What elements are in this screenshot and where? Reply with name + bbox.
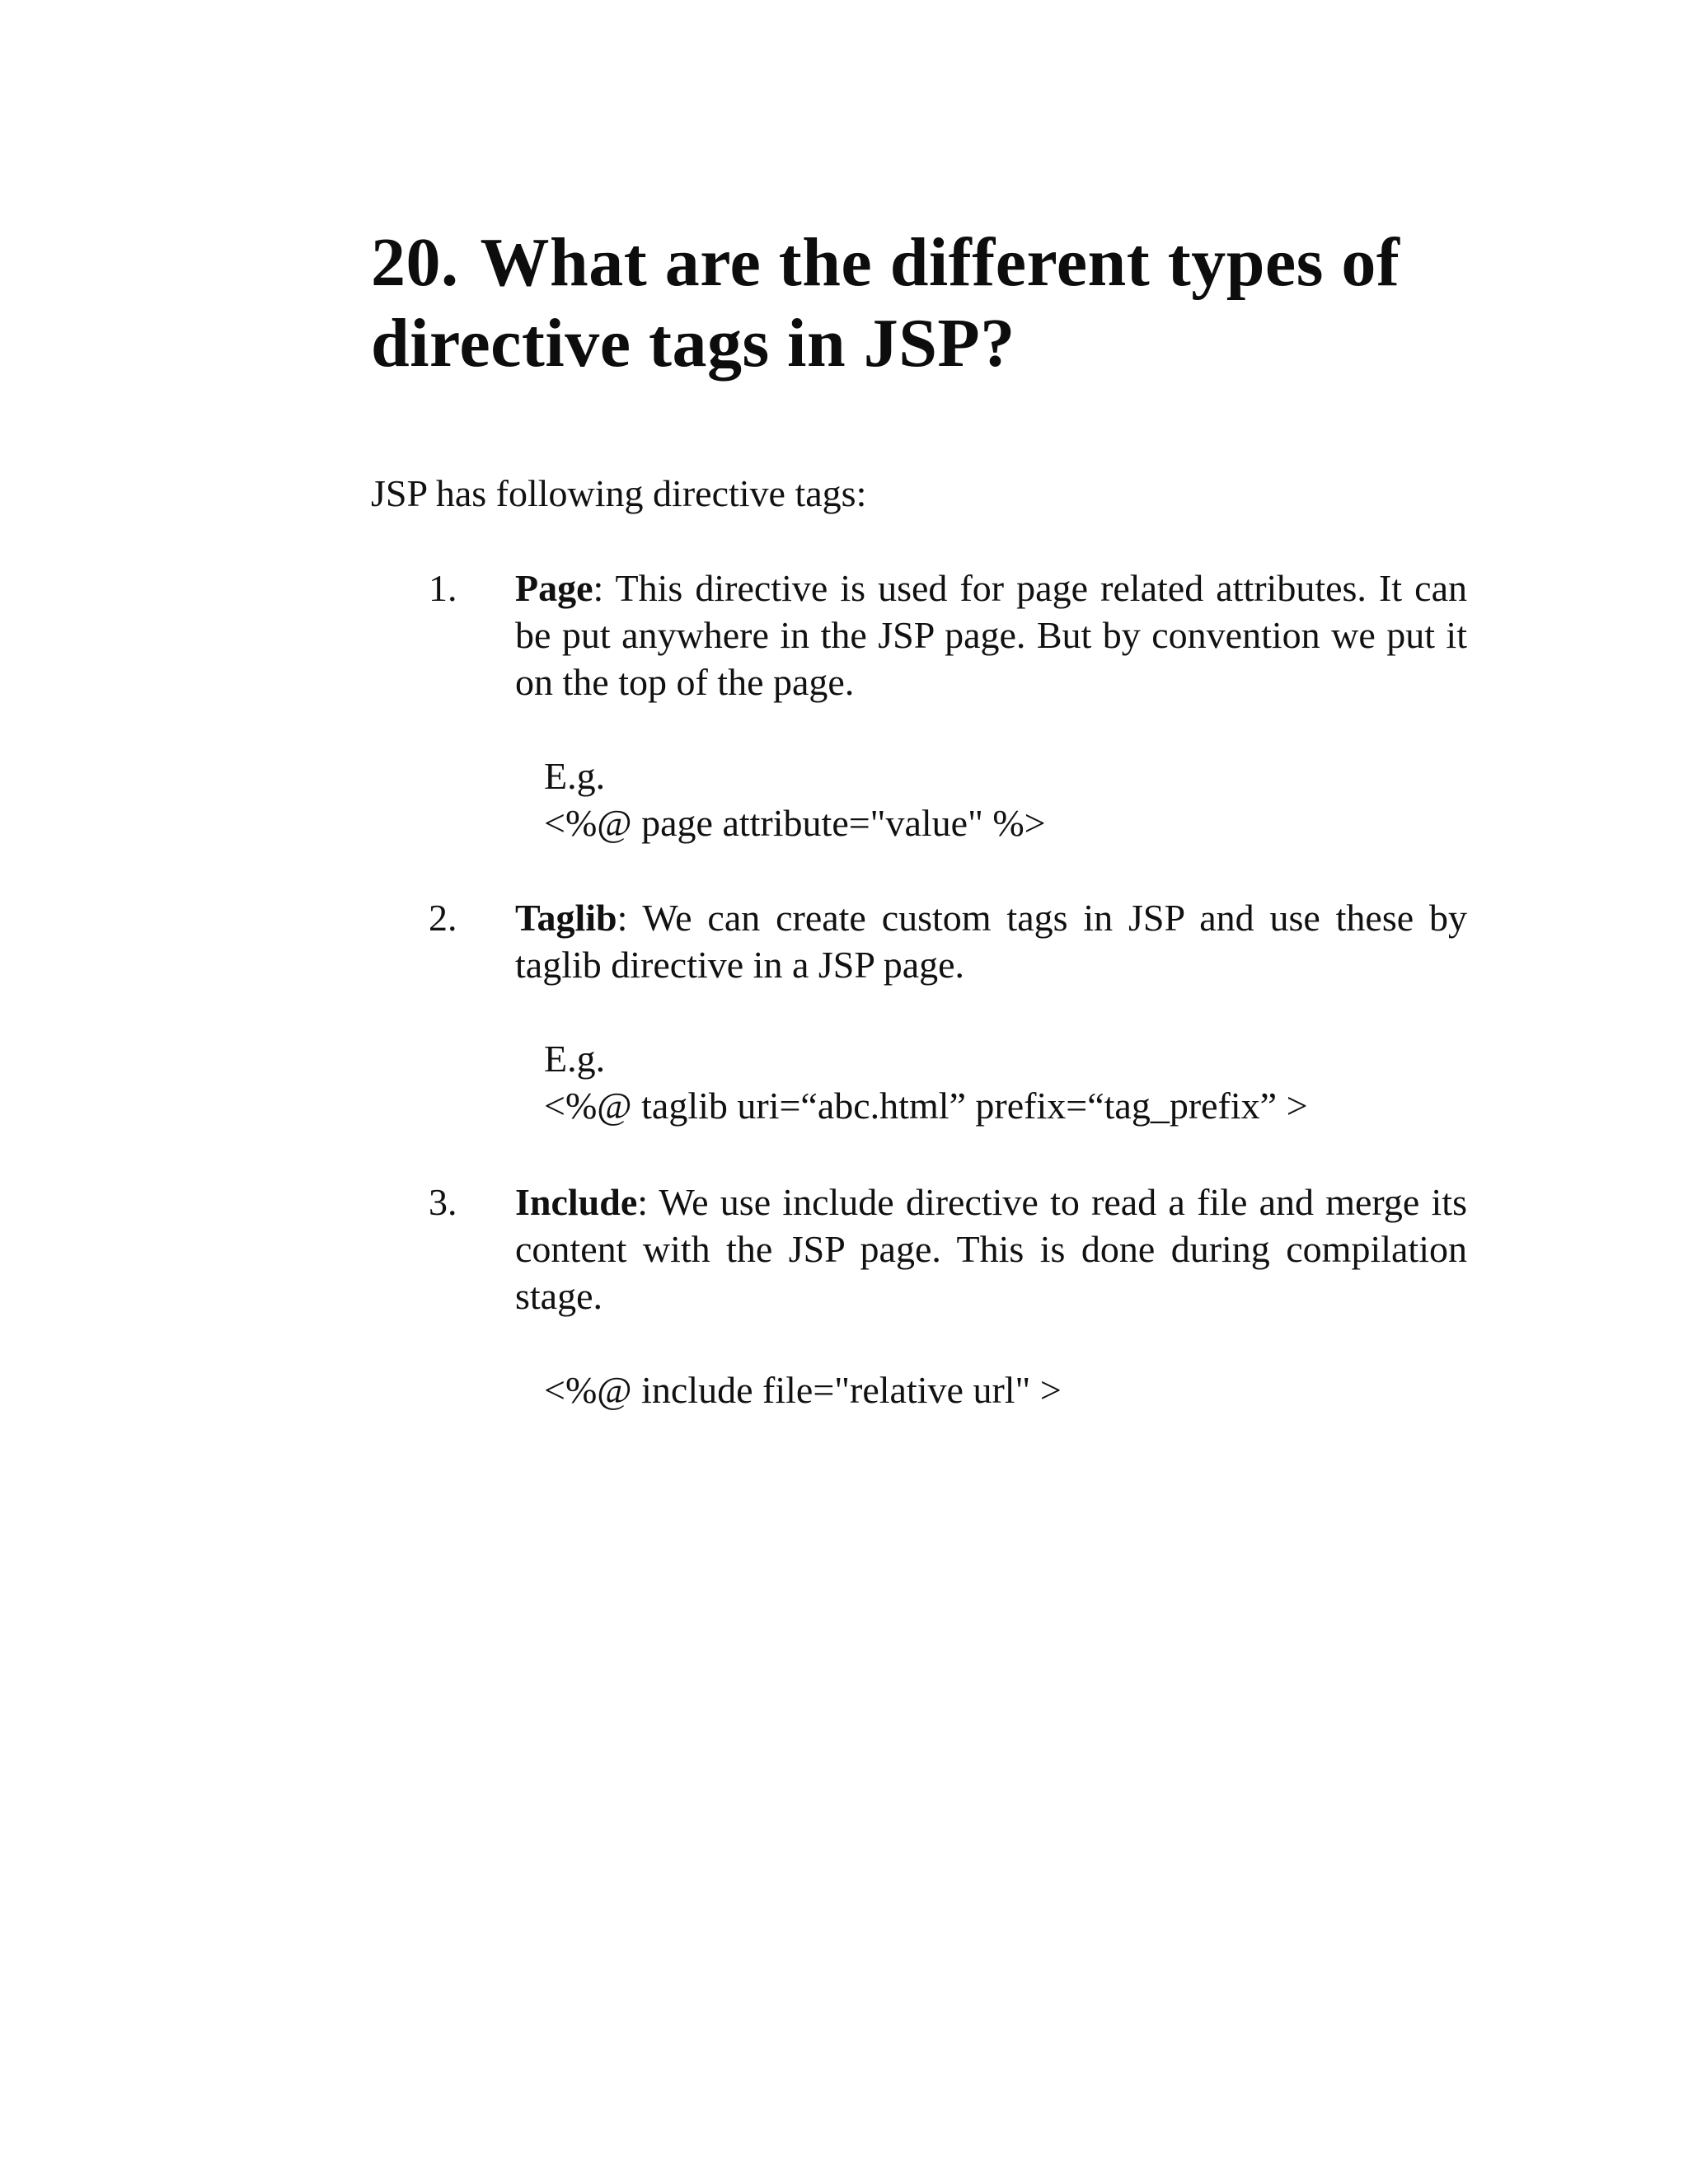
example-block <box>544 752 1467 846</box>
list-item-number: 1. <box>429 567 457 609</box>
example-code: <%@ include file="relative url" > <box>544 1369 1062 1411</box>
list-item-text <box>515 894 1467 988</box>
heading-text-line-1: What are the different types of <box>480 224 1400 301</box>
example-block <box>544 1366 1467 1413</box>
list-item-term: Include <box>515 1181 638 1223</box>
list-item-description: : This directive is used for page related attributes. It can be put anywhere in the JSP page. But by convention we put it on the top of the page. <box>515 567 1467 703</box>
list-item-text <box>515 565 1467 705</box>
list-item-text <box>515 1179 1467 1319</box>
list-item-number: 3. <box>429 1181 457 1223</box>
list-item-term: Taglib <box>515 897 617 939</box>
list-item-term: Page <box>515 567 593 609</box>
example-block <box>544 1035 1467 1129</box>
page-heading <box>371 223 1525 384</box>
example-code: <%@ taglib uri=“abc.html” prefix=“tag_prefix” > <box>544 1085 1308 1127</box>
heading-number: 20. <box>371 224 459 301</box>
intro-paragraph: JSP has following directive tags: <box>371 472 867 514</box>
list-item-number: 2. <box>429 897 457 939</box>
example-code: <%@ page attribute="value" %> <box>544 802 1046 844</box>
example-label: E.g. <box>544 1038 606 1080</box>
list-item-description: : We use include directive to read a file and merge its content with the JSP page. This is done during compilation stage. <box>515 1181 1467 1317</box>
example-label: E.g. <box>544 755 606 797</box>
heading-text-line-2: directive tags in JSP? <box>371 305 1015 382</box>
list-item-description: : We can create custom tags in JSP and use these by taglib directive in a JSP page. <box>515 897 1467 986</box>
